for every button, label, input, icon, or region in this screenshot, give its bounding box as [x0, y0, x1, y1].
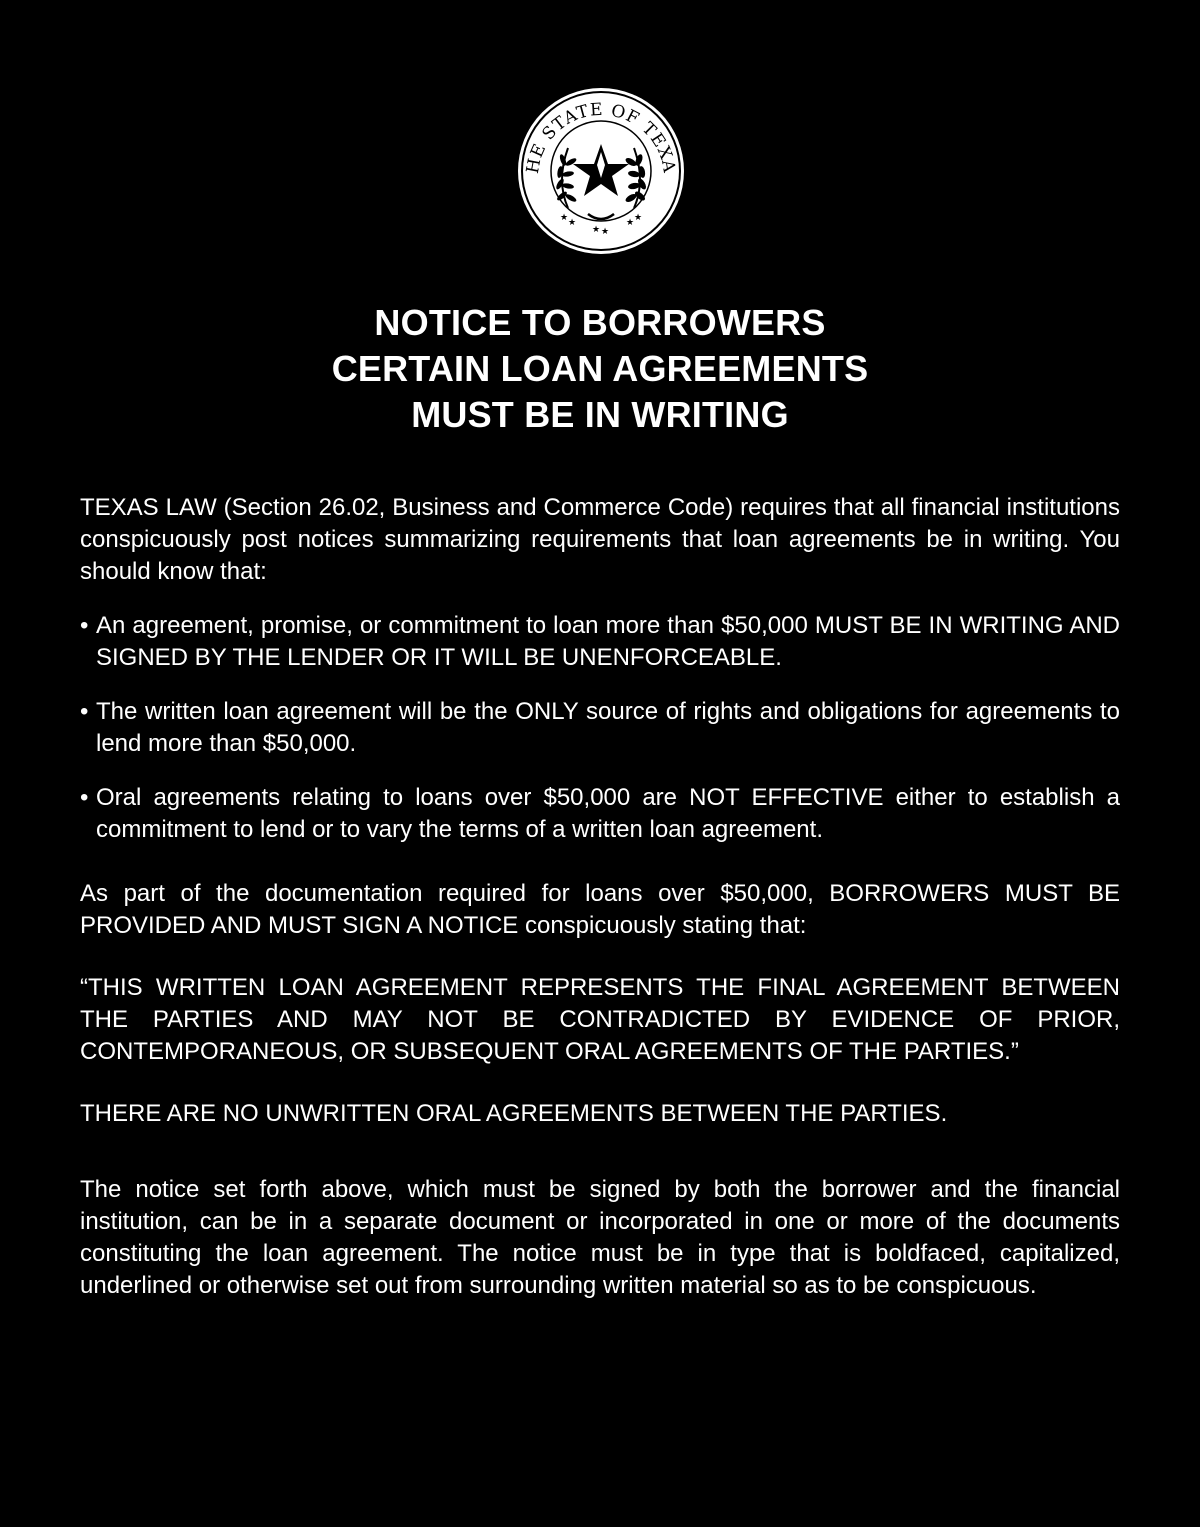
seal-graphic: [516, 86, 686, 256]
required-notice-quote: “THIS WRITTEN LOAN AGREEMENT REPRESENTS THE FINAL AGREEMENT BETWEEN THE PARTIES AND MAY NOT BE CONTRADICTED BY EVIDENCE OF PRIOR, CONTEMPORANEOUS, OR SUBSEQUENT ORAL AGREEMENTS OF THE PARTIES.”: [80, 974, 1120, 1065]
svg-text:★: ★: [568, 218, 577, 228]
svg-text:★: ★: [560, 213, 569, 223]
title-line-2: CERTAIN LOAN AGREEMENTS: [331, 348, 869, 389]
bullet-marker: •: [80, 612, 89, 639]
bullet-marker: •: [80, 784, 89, 811]
list-item: [80, 696, 1120, 760]
svg-text:★: ★: [592, 225, 601, 235]
title-line-3: MUST BE IN WRITING: [411, 394, 789, 435]
documentation-paragraph: As part of the documentation required for loans over $50,000, BORROWERS MUST BE PROVIDED AND MUST SIGN A NOTICE conspicuously stating that:: [80, 880, 1120, 939]
requirements-list: [80, 610, 1120, 846]
notice-title: [0, 300, 1200, 438]
svg-text:★: ★: [634, 213, 643, 223]
bullet-text: The written loan agreement will be the ONLY source of rights and obligations for agreements to lend more than $50,000.: [96, 698, 1120, 757]
no-oral-agreements-statement: THERE ARE NO UNWRITTEN ORAL AGREEMENTS BETWEEN THE PARTIES.: [80, 1100, 948, 1127]
list-item: [80, 610, 1120, 674]
bullet-text: Oral agreements relating to loans over $50,000 are NOT EFFECTIVE either to establish a commitment to lend or to vary the terms of a written loan agreement.: [96, 784, 1120, 843]
intro-paragraph: TEXAS LAW (Section 26.02, Business and Commerce Code) requires that all financial institutions conspicuously post notices summarizing requirements that loan agreements be in writing. You should know that:: [80, 494, 1120, 585]
svg-text:★: ★: [601, 227, 610, 237]
title-line-1: NOTICE TO BORROWERS: [374, 302, 826, 343]
notice-body: [80, 492, 1120, 1302]
bullet-text: An agreement, promise, or commitment to loan more than $50,000 MUST BE IN WRITING AND SIGNED BY THE LENDER OR IT WILL BE UNENFORCEABLE.: [96, 612, 1120, 671]
closing-paragraph: The notice set forth above, which must be signed by both the borrower and the financial institution, can be in a separate document or incorporated in one or more of the documents constituting the loan agreement. The notice must be in type that is boldfaced, capitalized, underlined or otherwise set out from surrounding written material so as to be conspicuous.: [80, 1176, 1120, 1299]
svg-text:★: ★: [626, 218, 635, 228]
texas-state-seal-icon: [516, 86, 686, 256]
seal-text: HE STATE OF TEXA: [522, 99, 680, 176]
list-item: [80, 782, 1120, 846]
bullet-marker: •: [80, 698, 89, 725]
